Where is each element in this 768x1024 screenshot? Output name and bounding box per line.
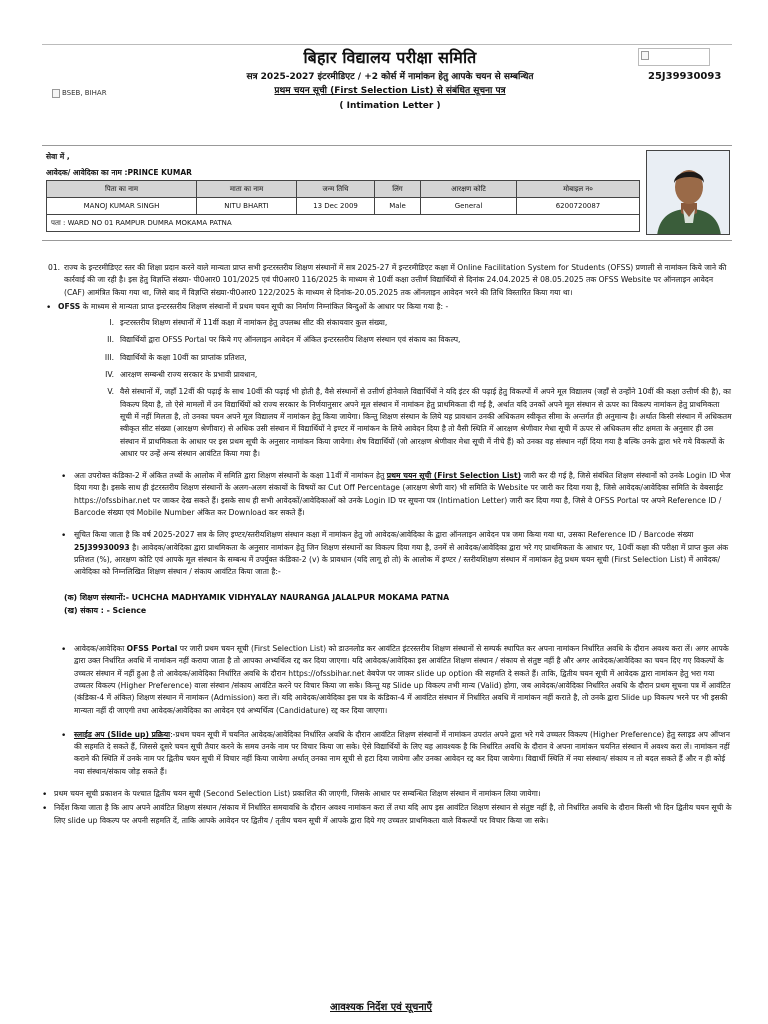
mobile: 6200720087 [517, 198, 640, 215]
ofss-portal-label: OFSS Portal [126, 644, 178, 654]
session-subtitle: सत्र 2025-2027 इंटरमीडिएट / +2 कोर्स में नामांकन हेतु आपके चयन से सम्बन्धित [246, 72, 534, 83]
header-category: आरक्षण कोटि [421, 181, 517, 198]
reference-id-value: 25J39930093 [74, 542, 130, 552]
bullet-text: प्रथम चयन सूची प्रकाशन के पश्चात द्वितीय चयन सूची (Second Selection List) प्रकाशित की जाएगी, जिसके आधार पर सम्बन्धित शिक्षण संस्थान में नामांकन लिया जायेगा। [54, 789, 541, 798]
paragraph-01 [42, 262, 732, 299]
logo-alt-text: BSEB, BIHAR [62, 89, 107, 97]
applicant-name: आवेदक/ आवेदिका का नाम :PRINCE KUMAR [46, 168, 192, 177]
reference-number: 25J39930093 [648, 71, 722, 82]
paragraph-number: 01. [48, 263, 61, 272]
ofss-bullet-text: के माध्यम से मान्यता प्राप्त इन्टरस्तरीय शिक्षण संस्थानों में प्रथम चयन सूची का निर्माण निम्नांकित बिन्दुओं के आधार पर किया गया है: - [80, 301, 449, 311]
header-mobile: मोबाइल न० [517, 181, 640, 198]
instruction-bullet [42, 802, 732, 827]
list-item-number: V. [107, 387, 114, 397]
table-header-row [47, 181, 640, 198]
header-dob: जन्म तिथि [297, 181, 375, 198]
header-gender: लिंग [375, 181, 421, 198]
selection-list-subtitle: प्रथम चयन सूची (First Selection List) से संबंधित सूचना पत्र [274, 86, 506, 97]
applicant-photo-image [647, 151, 730, 235]
list-item-text: आरक्षण सम्बन्धी राज्य सरकार के प्रभावी प्रावधान, [120, 370, 258, 380]
address-row [47, 215, 640, 232]
mother-name: NITU BHARTI [197, 198, 297, 215]
applicant-photo [646, 150, 730, 235]
dob: 13 Dec 2009 [297, 198, 375, 215]
address: पता : WARD NO 01 RAMPUR DUMRA MOKAMA PATNA [47, 215, 640, 232]
list-item-number: I. [109, 318, 114, 328]
bullet-text: :-प्रथम चयन सूची में चयनित आवेदक/आवेदिका निर्धारित अवधि के दौरान आवंटित शिक्षण संस्थानों में नामांकन उपरांत अपने द्वारा भरे गये उच्चतर विकल्प (Higher Preference) हेतु स्लाइड अप ऑप्शन की सहमति दे सकते हैं, जिससे दूसरे चयन सूची तैयार करने के समय उनके नाम पर विचार किया जा सके। ऐसे विद्यार्थियों के लिए यह आवश्यक है कि निर्धारित अवधि के दौरान वे अपना नामांकन चयनित संस्थान में अवश्य करा लें। नामांकन नहीं कराने की स्थिति में उनके नाम पर द्वितीय चयन सूची में विचार नहीं किया जायेगा अर्थात् उनका नाम सूची से हटा दिया जायेगा और उनका आवेदन रद्द कर दिया जायेगा। विद्यार्थी स्थिति में नया संस्थान/ संकाय न तो बदल सकते हैं और न ही कोई नया संस्थान/संकाय जोड़ सकते हैं। [74, 729, 730, 776]
letter-header [180, 46, 600, 113]
broken-image-icon [641, 51, 649, 60]
list-item [84, 386, 732, 460]
top-divider [42, 44, 732, 45]
selection-list-bullet [58, 470, 732, 519]
category: General [421, 198, 517, 215]
applicant-info-table [46, 180, 640, 232]
father-name: MANOJ KUMAR SINGH [47, 198, 197, 215]
list-item [84, 369, 732, 381]
list-item-number: II. [107, 335, 114, 345]
header-mother-name: माता का नाम [197, 181, 297, 198]
board-title: बिहार विद्यालय परीक्षा समिति [303, 48, 477, 67]
bullet-text: आवेदक/आवेदिका [74, 644, 127, 654]
criteria-list [84, 317, 732, 460]
header-father-name: पिता का नाम [47, 181, 197, 198]
allocation-details [64, 591, 732, 618]
allocated-institution: (क) शिक्षण संस्थानों:- UCHCHA MADHYAMIK VIDHYALAY NAURANGA JALALPUR MOKAMA PATNA [64, 592, 450, 602]
second-selection-bullet [42, 788, 732, 800]
list-item-text: वैसे संस्थानों में, जहाँ 12वीं की पढ़ाई के साथ 10वीं की पढ़ाई भी होती है, वैसे संस्थानों से उत्तीर्ण होनेवाले विद्यार्थियों ने यदि इंटर की पढ़ाई हेतु विकल्पों में अपने मूल विद्यालय (जहाँ से उन्होंने 10वीं की कक्षा उत्तीर्ण की है), का विकल्प दिया है, तो ऐसे मामलों में उन विद्यार्थियों को राज्य सरकार के निर्णयानुसार अपने मूल संस्थान में नामांकन हेतु प्राथमिकता दी गई है, अर्थात यदि उनकों अपने मूल संस्थान से ऊपर का विकल्प नामांकन हेतु प्राथमिकता सूची में नहीं मिलता है, तो उनका चयन अपने मूल विद्यालय में नामांकन हेतु किया जायेगा। किन्तु शिक्षण संस्थान के लिये यह प्रावधान उनकी अधिकतम स्वीकृत सीमा के अन्तर्गत ही अनुमान्य है। अर्थात किसी संस्थान में अधिकतम स्वीकृत सीट संख्या (आरक्षण श्रेणीवार) से अधिक उसी संस्थान में विद्यार्थियों ने इण्टर में नामांकन के लिये आवेदन दिया है तो वैसी स्थिति में आरक्षण श्रेणीवार मेधा सूची में ऊपर से अधिकतम सीट क्षमता के अनुसार ही उस संस्थान में प्राथमिकता के आधार पर इस प्रथम सूची के अनुसार नामांकन किया जायेगा। शेष विद्यार्थियों (जो आरक्षण श्रेणीवार मेधा सूची में नीचे हैं) को उनका वह संस्थान नहीं दिया गया है बल्कि उनके द्वारा भरे गये विकल्पों के आधार पर उन्हें अन्य संस्थान आवंटित किया गया है। [120, 387, 732, 458]
barcode-image [638, 48, 710, 66]
bullet-text: है। आवेदक/आवेदिका द्वारा प्राथमिकता के अनुसार नामांकन हेतु जिन शिक्षण संस्थानों का विकल्प दिया गया है, उनमें से आवेदक/आवेदिका द्वारा भरे गए प्राथमिकता के आधार पर, 10वीं कक्षा की परीक्षा में प्राप्त कुल अंक प्रतिशत (%), आरक्षण कोटि एवं आपके मूल संस्थान के सम्बन्ध में उपर्युक्त कंडिका-2 (v) के प्रावधान (यदि लागू हो तो) के आलोक में इण्टर / स्तरीयशिक्षण संस्थान में नामांकन हेतु प्रथम चयन सूची (First Selection List) में आवेदक/आवेदिका को निम्नलिखित शिक्षण संस्थान / संकाय आवंटित किया जाता है:- [74, 542, 729, 577]
ofss-portal-bullet [58, 643, 732, 717]
list-item-number: IV. [105, 370, 114, 380]
table-row [47, 198, 640, 215]
slide-up-label: स्लाईड अप (Slide up) प्रक्रिया [74, 729, 171, 739]
info-divider [42, 240, 732, 241]
slide-up-bullet [58, 729, 732, 778]
allocated-faculty: (ख) संकाय : - Science [64, 605, 147, 615]
bullet-text: पर जारी प्रथम चयन सूची (First Selection List) को डाउनलोड कर आवंटित इंटरस्तरीय शिक्षण संस्थानों से सम्पर्क स्थापित कर अपना नामांकन निर्धारित अवधि के दौरान अवश्य करा लें। अगर आपके द्वारा उक्त निर्धारित अवधि में नामांकन नहीं कराया जाता है तो आपका अभ्यर्थित्व रद्द कर दिया जाएगा। यदि आवेदक/आवेदिका इस आवंटित शिक्षण संस्थान / संकाय से संतुष्ट नहीं है और अगर आवेदक/आवेदिका का चयन दिए गए विकल्पों के उच्चतर संस्थान में नहीं हुआ है तो आवेदक/आवेदिका निर्धारित अवधि के दौरान https://ofssbihar.net वेबपेज पर जाकर slide up option की सहमति दे सकते हैं। ताकि, द्वितीय चयन सूची में आवेदक द्वारा नामांकन हेतु भरा गया उच्चतर विकल्प (Higher Preference) वाला संस्थान /संकाय आवंटित करने पर विचार किया जा सके। किन्तु यह Slide up विकल्प तभी मान्य (Valid) होगा, जब आवेदक/आवेदिका निर्धारित अवधि के दौरान प्रथम सूचना पत्र में आवंटित (कंडिका-4 में अंकित) शिक्षण संस्थान में नामांकन (Admission) करा लें। यदि आवेदक/आवेदिका इस पत्र के कंडिका-4 में आवंटित संस्थान में निर्धारित अवधि में नामांकन नहीं कराते है, तो उनके द्वारा Slide up विकल्प भरने पर भी इसकी मान्यता नहीं दी जाएगी तथा आवेदक/आवेदिका का आवेदन एवं अभ्यर्थित्व (Candidature) रद्द कर दिया जाएगा। [74, 644, 731, 715]
list-item-text: विद्यार्थियों के कक्षा 10वीं का प्राप्तांक प्रतिशत, [120, 352, 247, 362]
broken-image-icon [52, 89, 60, 98]
ofss-lead: OFSS [58, 301, 81, 311]
list-item [84, 334, 732, 346]
reference-bullet [58, 529, 732, 578]
list-item [84, 352, 732, 364]
header-divider [42, 145, 732, 146]
bullet-text: निर्देश किया जाता है कि आप अपने आवंटित शिक्षण संस्थान /संकाय में निर्धारित समयावधि के दौरान अवश्य नामांकन करा लें तथा यदि आप इस आवंटित शिक्षण संस्थान से संतुष्ट नहीं है, तो निर्धारित अवधि के दौरान किसी भी दिन द्वितीय चयन सूची के लिए slide up विकल्प पर अपनी सहमति दें, ताकि आपके आवेदन पर द्वितीय / तृतीय चयन सूची में आपके द्वारा दिये गए उच्चतर प्राथमिकता वाले विकल्पों पर विचार किया जा सके। [54, 803, 732, 825]
list-item-number: III. [104, 352, 114, 362]
ofss-bullet [42, 301, 732, 313]
bseb-logo [52, 88, 107, 98]
bullet-text: जारी कर दी गई है, जिसे संबंधित शिक्षण संस्थानों को उनके Login ID भेज दिया गया है। इसके साथ ही इंटरस्तरीय शिक्षण संस्थानों के अलग-अलग संकायों के विषयों का Cut Off Percentage (आरक्षण श्रेणी वार) भी समिति के Website पर जारी कर दिया गया है, जिसे आवेदक/आवेदिका समिति के वेबसाईट https://ofssbihar.net पर जाकर देख सकते हैं। इसके साथ ही सभी आवेदकों/आवेदिकाओं को उनके Login ID पर सूचना पत्र (Intimation Letter) जारी कर दिया गया है, जिसे वे OFSS Portal पर अपने Reference ID / Barcode संख्या एवं Mobile Number अंकित कर Download कर सकते हैं। [74, 471, 731, 518]
list-item-text: इन्टरस्तरीय शिक्षण संस्थानों में 11वीं कक्षा में नामांकन हेतु उपलब्ध सीट की संकायवार कुल संख्या, [120, 318, 388, 328]
letter-body [42, 262, 732, 827]
list-item [84, 317, 732, 329]
gender: Male [375, 198, 421, 215]
paragraph-01-text: राज्य के इन्टरमीडिएट स्तर की शिक्षा प्रदान करने वाले मान्यता प्राप्त सभी इन्टरस्तरीय शिक्षण संस्थानों में सत्र 2025-27 में इन्टरमीडिएट कक्षा में Online Facilitation System for Students (OFSS) प्रणाली से नामांकन किये जाने की कार्रवाई की जा रही है। इस हेतु विज्ञप्ति संख्या- पी0आर0 101/2025 एवं पी0आर0 116/2025 के माध्यम से 10वीं कक्षा उत्तीर्ण विद्यार्थियों से दिनांक 24.04.2025 से 08.05.2025 तक OFSS Website पर ऑनलाइन आवेदन (CAF) आमंत्रित किया गया था, जिसे बाद में विज्ञप्ति संख्या-पी0आर0 122/2025 के माध्यम से दिनांक-20.05.2025 तक ऑनलाइन आवेदन भरने की तिथि विस्तारित किया गया था। [64, 263, 727, 297]
bullet-text: सूचित किया जाता है कि वर्ष 2025-2027 सत्र के लिए इण्टर/स्तरीयशिक्षण संस्थान कक्षा में नामांकन हेतु जो आवेदक/आवेदिका के द्वारा ऑनलाइन आवेदन पत्र जमा किया गया था, उसका Reference ID / Barcode संख्या [74, 530, 694, 540]
list-item-text: विद्यार्थियों द्वारा OFSS Portal पर किये गए ऑनलाइन आवेदन में अंकित इन्टरस्तरीय शिक्षण संस्थान एवं संकाय का विकल्प, [120, 335, 461, 345]
salutation: सेवा में , [46, 152, 70, 161]
bullet-text: अतः उपरोक्त कंडिका-2 में अंकित तथ्यों के आलोक में समिति द्वारा शिक्षण संस्थानों के कक्षा 11वीं में नामांकन हेतु [74, 471, 387, 481]
intimation-letter-label: ( Intimation Letter ) [339, 101, 441, 112]
first-selection-list-label: प्रथम चयन सूची (First Selection List) [386, 471, 522, 481]
instructions-heading: आवश्यक निर्देश एवं सूचनाएँ [330, 1002, 433, 1013]
